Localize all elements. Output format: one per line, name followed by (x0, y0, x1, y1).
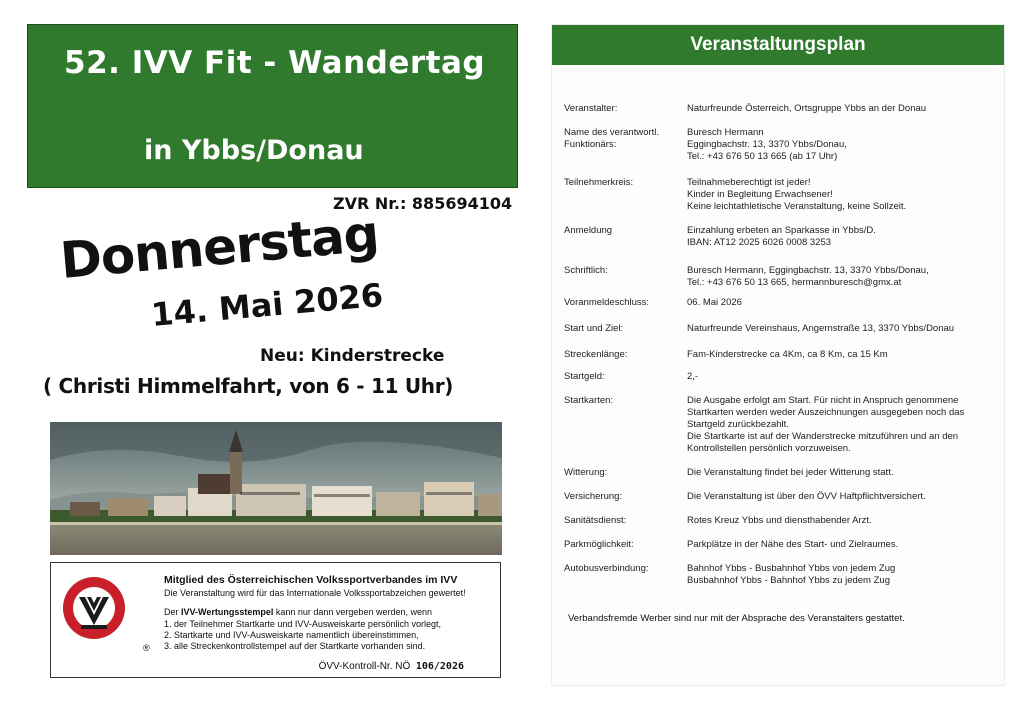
schedule-value (687, 225, 997, 249)
label-line: Funktionärs: (564, 139, 617, 150)
label-line: Startgeld: (564, 371, 605, 382)
label-line: Streckenlänge: (564, 349, 628, 360)
registered-mark: ® (143, 643, 150, 653)
schedule-label (564, 515, 626, 527)
label-line: Versicherung: (564, 491, 623, 502)
schedule-value (687, 349, 997, 361)
ivv-logo-icon (61, 575, 127, 641)
ivv-note: Die Veranstaltung wird für das Internationale Volkssportabzeichen gewertet! (164, 588, 466, 598)
schedule-label (564, 467, 607, 479)
value-line: Die Startkarte ist auf der Wanderstrecke mitzuführen und an den (687, 431, 959, 442)
label-line: Schriftlich: (564, 265, 608, 276)
schedule-value (687, 371, 997, 383)
schedule-label (564, 349, 627, 361)
kontroll-label: ÖVV-Kontroll-Nr. NÖ (318, 661, 411, 672)
intro-bold: IVV-Wertungsstempel (181, 607, 274, 617)
value-line: Fam-Kinderstrecke ca 4Km, ca 8 Km, ca 15 Km (687, 349, 888, 360)
value-line: Startkarten werden weder Auszeichnungen ausgegeben noch das (687, 407, 965, 418)
value-line: Parkplätze in der Nähe des Start- und Zielraumes. (687, 539, 899, 550)
value-line: Busbahnhof Ybbs - Bahnhof Ybbs zu jedem Zug (687, 575, 890, 586)
label-line: Veranstalter: (564, 103, 618, 114)
schedule-value (687, 323, 997, 335)
title-line-2: in Ybbs/Donau (144, 135, 364, 166)
label-line: Anmeldung (564, 225, 613, 236)
event-schedule (551, 24, 1005, 686)
value-line: Tel.: +43 676 50 13 665 (ab 17 Uhr) (687, 151, 838, 162)
schedule-value (687, 467, 997, 479)
schedule-label (564, 297, 649, 309)
schedule-label (564, 225, 612, 237)
value-line: Die Veranstaltung findet bei jeder Witterung statt. (687, 467, 894, 478)
value-line: 2,- (687, 371, 699, 382)
label-line: Startkarten: (564, 395, 614, 406)
value-line: Die Veranstaltung ist über den ÖVV Haftpflichtversichert. (687, 491, 926, 502)
schedule-value (687, 395, 997, 455)
kontroll-number (319, 661, 464, 672)
value-line: Die Ausgabe erfolgt am Start. Für nicht in Anspruch genommene (687, 395, 959, 406)
value-line: Buresch Hermann, Eggingbachstr. 13, 3370 Ybbs/Donau, (687, 265, 929, 276)
value-line: Startgeld zurückbezahlt. (687, 419, 789, 430)
value-line: Buresch Hermann (687, 127, 764, 138)
new-kids-route: Neu: Kinderstrecke (260, 346, 445, 366)
zvr-number: ZVR Nr.: 885694104 (333, 194, 513, 213)
schedule-label (564, 127, 659, 151)
value-line: Kontrollstellen persönlich vorzuweisen. (687, 443, 851, 454)
label-line: Voranmeldeschluss: (564, 297, 650, 308)
value-line: Naturfreunde Vereinshaus, Angernstraße 13, 3370 Ybbs/Donau (687, 323, 955, 334)
label-line: Sanitätsdienst: (564, 515, 627, 526)
value-line: IBAN: AT12 2025 6026 0008 3253 (687, 237, 832, 248)
intro-suffix: kann nur dann vergeben werden, wenn (273, 607, 432, 617)
holiday-time: ( Christi Himmelfahrt, von 6 - 11 Uhr) (43, 374, 454, 398)
label-line: Teilnehmerkreis: (564, 177, 634, 188)
label-line: Witterung: (564, 467, 608, 478)
event-date: 14. Mai 2026 (149, 275, 385, 334)
kontroll-value: 106/2026 (415, 661, 464, 672)
ivv-condition-2: 2. Startkarte und IVV-Ausweiskarte namentlich übereinstimmen, (164, 630, 419, 640)
event-day: Donnerstag (57, 204, 381, 290)
schedule-value (687, 297, 997, 309)
label-line: Parkmöglichkeit: (564, 539, 634, 550)
schedule-label (564, 563, 649, 575)
ivv-condition-intro (164, 607, 432, 617)
schedule-value (687, 515, 997, 527)
value-line: Tel.: +43 676 50 13 665, hermannburesch@gmx.at (687, 277, 902, 288)
schedule-label (564, 371, 605, 383)
title-line-1: 52. IVV Fit - Wandertag (64, 45, 486, 81)
schedule-title: Veranstaltungsplan (552, 25, 1004, 65)
schedule-value (687, 539, 997, 551)
schedule-value (687, 177, 997, 213)
value-line: Bahnhof Ybbs - Busbahnhof Ybbs von jedem Zug (687, 563, 896, 574)
value-line: Keine leichtathletische Veranstaltung, keine Sollzeit. (687, 201, 907, 212)
ivv-condition-3: 3. alle Streckenkontrollstempel auf der Startkarte vorhanden sind. (164, 641, 426, 651)
title-banner (27, 24, 518, 188)
schedule-value (687, 265, 997, 289)
label-line: Autobusverbindung: (564, 563, 649, 574)
ivv-condition-1: 1. der Teilnehmer Startkarte und IVV-Ausweiskarte persönlich vorlegt, (164, 619, 441, 629)
schedule-label (564, 323, 623, 335)
event-flyer (27, 24, 518, 694)
label-line: Name des verantwortl. (564, 127, 660, 138)
value-line: Naturfreunde Österreich, Ortsgruppe Ybbs an der Donau (687, 103, 927, 114)
schedule-value (687, 491, 997, 503)
ivv-heading: Mitglied des Österreichischen Volkssportverbandes im IVV (164, 574, 458, 586)
schedule-label (564, 177, 633, 189)
schedule-label (564, 395, 613, 407)
schedule-label (564, 265, 608, 277)
schedule-label (564, 539, 634, 551)
schedule-value (687, 127, 997, 163)
value-line: Einzahlung erbeten an Sparkasse in Ybbs/D. (687, 225, 876, 236)
value-line: Rotes Kreuz Ybbs und diensthabender Arzt. (687, 515, 872, 526)
label-line: Start und Ziel: (564, 323, 624, 334)
value-line: Teilnahmeberechtigt ist jeder! (687, 177, 811, 188)
ivv-membership-box (50, 562, 501, 678)
schedule-value (687, 563, 997, 587)
intro-prefix: Der (164, 607, 182, 617)
value-line: Kinder in Begleitung Erwachsener! (687, 189, 833, 200)
schedule-footer: Verbandsfremde Werber sind nur mit der Absprache des Veranstalters gestattet. (568, 613, 905, 624)
value-line: Eggingbachstr. 13, 3370 Ybbs/Donau, (687, 139, 847, 150)
town-photo (50, 422, 502, 555)
schedule-label (564, 103, 617, 115)
value-line: 06. Mai 2026 (687, 297, 742, 308)
schedule-value (687, 103, 997, 115)
schedule-label (564, 491, 622, 503)
